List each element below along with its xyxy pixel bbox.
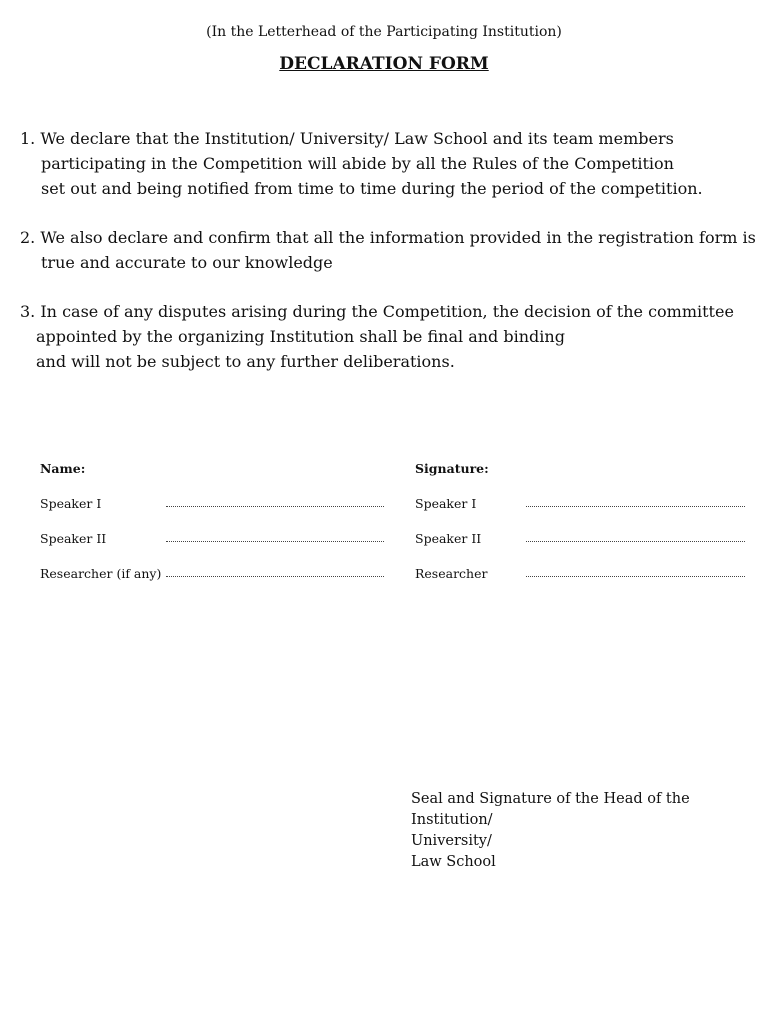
clause-2-line-1: 2. We also declare and confirm that all the information provided in the registration form is xyxy=(20,228,756,247)
seal-line-3: Law School xyxy=(411,854,496,870)
clause-3-line-2: appointed by the organizing Institution shall be final and binding xyxy=(36,327,565,346)
signature-row-researcher xyxy=(415,565,745,600)
name-field-speaker-2[interactable] xyxy=(166,541,384,542)
name-column xyxy=(40,460,385,581)
name-row-speaker-1 xyxy=(40,495,385,530)
name-field-speaker-1[interactable] xyxy=(166,506,384,507)
name-row-speaker-2 xyxy=(40,530,385,565)
signature-column xyxy=(415,460,745,581)
signature-row-speaker-2 xyxy=(415,530,745,565)
letterhead-note: (In the Letterhead of the Participating Institution) xyxy=(206,24,562,40)
signature-field-speaker-2[interactable] xyxy=(526,541,745,542)
signature-field-speaker-1[interactable] xyxy=(526,506,745,507)
name-heading: Name: xyxy=(40,461,86,476)
clause-3 xyxy=(20,299,755,374)
name-label-researcher: Researcher (if any) xyxy=(40,566,162,581)
seal-signature-block xyxy=(411,789,761,873)
clause-3-line-3: and will not be subject to any further deliberations. xyxy=(36,352,455,371)
clause-1-line-3: set out and being notified from time to time during the period of the competition. xyxy=(41,179,703,198)
clause-2-line-2: true and accurate to our knowledge xyxy=(41,253,333,272)
clause-1-line-1: 1. We declare that the Institution/ University/ Law School and its team members xyxy=(20,129,674,148)
clause-1 xyxy=(20,126,755,201)
signature-row-speaker-1 xyxy=(415,495,745,530)
signature-heading: Signature: xyxy=(415,461,489,476)
page-title: DECLARATION FORM xyxy=(279,54,489,74)
signature-label-speaker-2: Speaker II xyxy=(415,531,482,546)
name-row-researcher xyxy=(40,565,385,600)
clause-1-line-2: participating in the Competition will abide by all the Rules of the Competition xyxy=(41,154,674,173)
name-field-researcher[interactable] xyxy=(166,576,384,577)
clause-2 xyxy=(20,225,755,275)
clause-3-line-1: 3. In case of any disputes arising during the Competition, the decision of the committee xyxy=(20,302,734,321)
signature-label-researcher: Researcher xyxy=(415,566,488,581)
signature-label-speaker-1: Speaker I xyxy=(415,496,477,511)
name-label-speaker-2: Speaker II xyxy=(40,531,107,546)
name-label-speaker-1: Speaker I xyxy=(40,496,102,511)
signature-field-researcher[interactable] xyxy=(526,576,745,577)
declaration-clauses xyxy=(20,126,755,398)
seal-line-2: University/ xyxy=(411,833,492,849)
seal-line-1: Seal and Signature of the Head of the Institution/ xyxy=(411,791,690,828)
